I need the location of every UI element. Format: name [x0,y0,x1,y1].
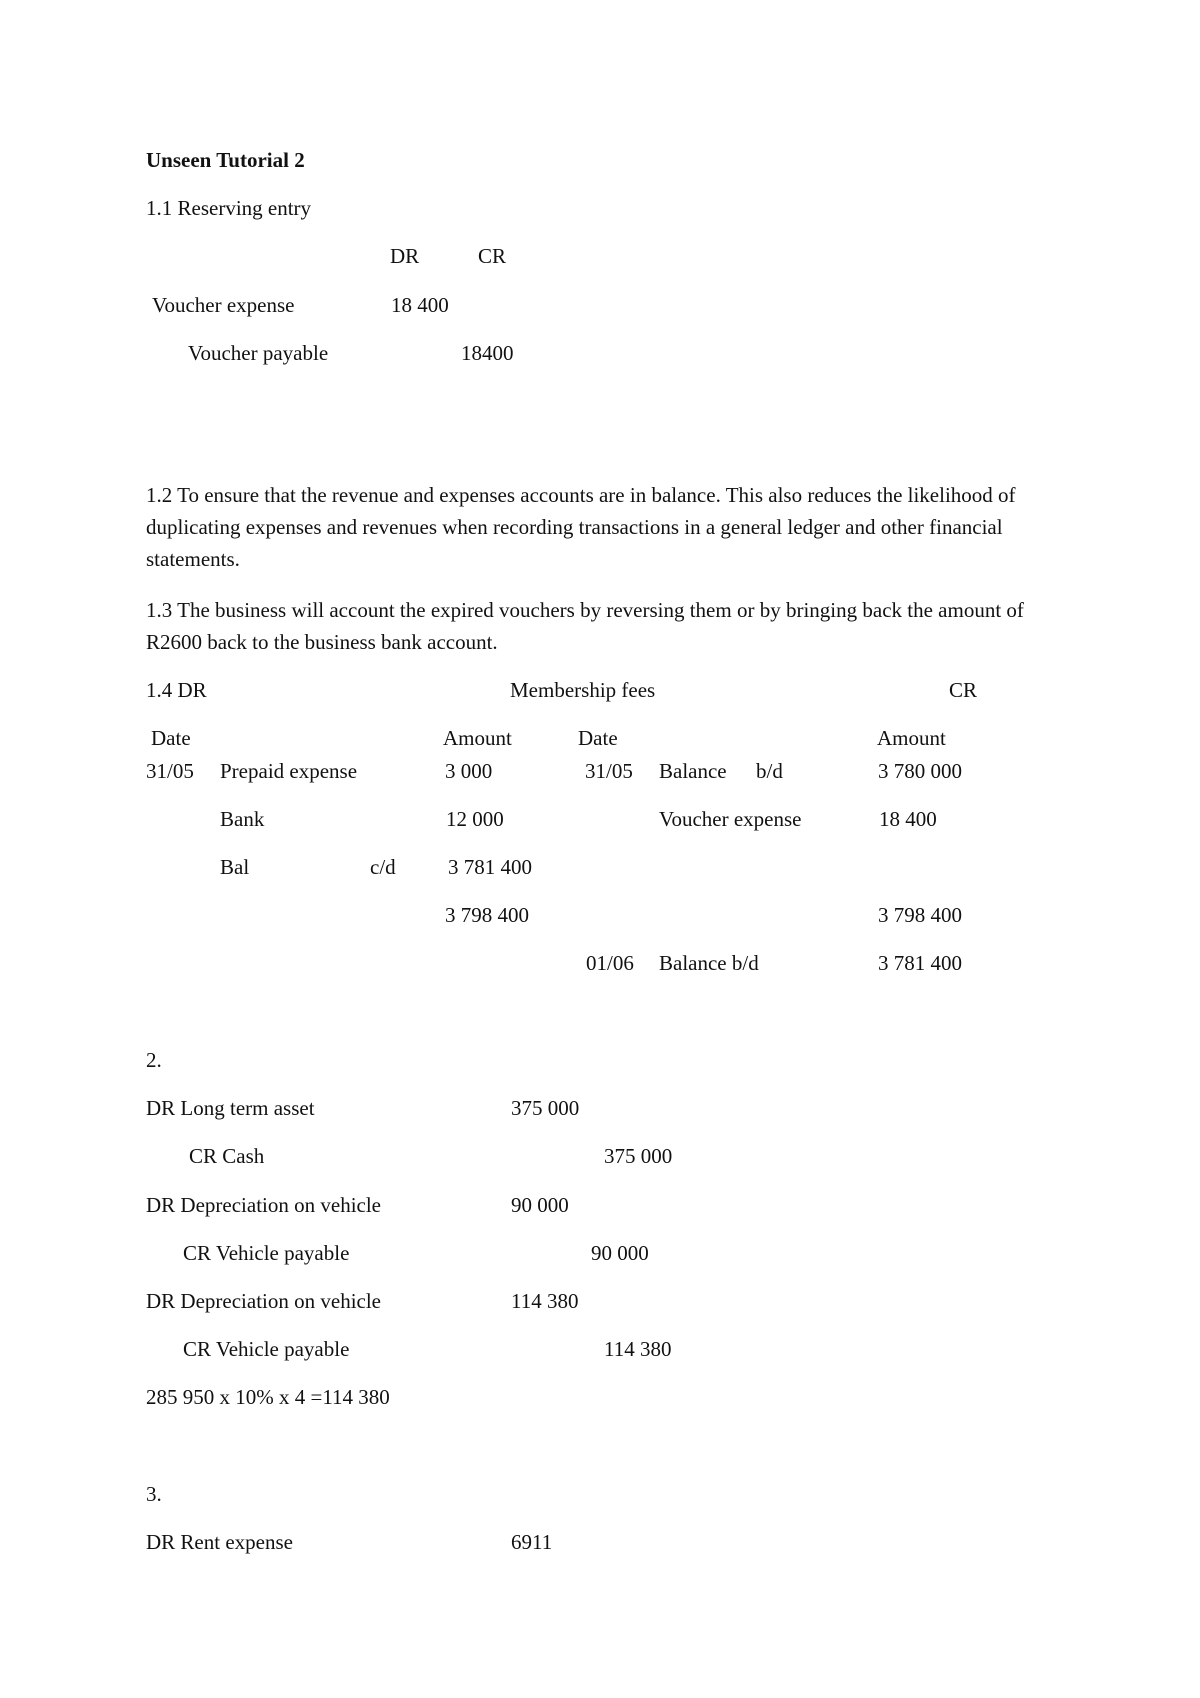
ledger-debit-amount: 3 781 400 [448,855,532,879]
journal-amount: 375 000 [604,1144,673,1168]
journal-amount: 375 000 [511,1096,580,1120]
ledger-closing-details: Balance b/d [659,951,759,975]
q1-1-cr-header: CR [478,244,507,268]
ledger-debit-details: Prepaid expense [220,759,358,783]
q1-1-cr-amount: 18400 [461,341,514,365]
q3-number: 3. [146,1482,162,1506]
q1-1-dr-header: DR [390,244,420,268]
journal-amount: 6911 [511,1530,553,1554]
ledger-debit-date: 31/05 [146,759,194,783]
ledger-header-amount: Amount [877,726,946,750]
ledger-debit-amount: 12 000 [446,807,504,831]
journal-amount: 90 000 [591,1241,649,1265]
ledger-header-date: Date [151,726,191,750]
journal-account: CR Vehicle payable [183,1337,350,1361]
ledger-cr-label: CR [949,678,978,702]
journal-amount: 114 380 [511,1289,579,1313]
ledger-total-debit: 3 798 400 [445,903,529,927]
journal-amount: 90 000 [511,1193,569,1217]
ledger-credit-date: 31/05 [585,759,633,783]
page-title: Unseen Tutorial 2 [146,148,305,172]
q1-3-paragraph: 1.3 The business will account the expired vouchers by reversing them or by bringing back the amount of R2600 back to the business bank account. [146,598,1024,654]
ledger-credit-details: Balance [659,759,727,783]
ledger-closing-amount: 3 781 400 [878,951,962,975]
ledger-debit-folio: c/d [370,855,396,879]
ledger-header-amount: Amount [443,726,512,750]
journal-account: DR Depreciation on vehicle [146,1193,381,1217]
ledger-total-credit: 3 798 400 [878,903,962,927]
journal-account: DR Depreciation on vehicle [146,1289,381,1313]
q1-1-account: Voucher payable [188,341,329,365]
journal-account: CR Cash [189,1144,265,1168]
q1-1-heading: 1.1 Reserving entry [146,196,312,220]
journal-account: DR Long term asset [146,1096,315,1120]
q2-calculation: 285 950 x 10% x 4 =114 380 [146,1385,390,1409]
ledger-dr-label: 1.4 DR [146,678,207,702]
ledger-debit-amount: 3 000 [445,759,493,783]
ledger-credit-amount: 3 780 000 [878,759,962,783]
ledger-credit-folio: b/d [756,759,783,783]
ledger-closing-date: 01/06 [586,951,634,975]
q1-2-paragraph: 1.2 To ensure that the revenue and expenses accounts are in balance. This also reduces the likelihood of duplicating expenses and revenues when recording transactions in a general ledger and other financial statements. [146,483,1016,571]
journal-amount: 114 380 [604,1337,672,1361]
q1-1-dr-amount: 18 400 [391,293,449,317]
ledger-header-date: Date [578,726,618,750]
ledger-debit-details: Bal [220,855,250,879]
journal-account: CR Vehicle payable [183,1241,350,1265]
journal-account: DR Rent expense [146,1530,293,1554]
q2-number: 2. [146,1048,162,1072]
ledger-debit-details: Bank [220,807,265,831]
ledger-credit-amount: 18 400 [879,807,937,831]
q1-1-account: Voucher expense [152,293,295,317]
ledger-credit-details: Voucher expense [659,807,802,831]
ledger-account-title: Membership fees [510,678,656,702]
